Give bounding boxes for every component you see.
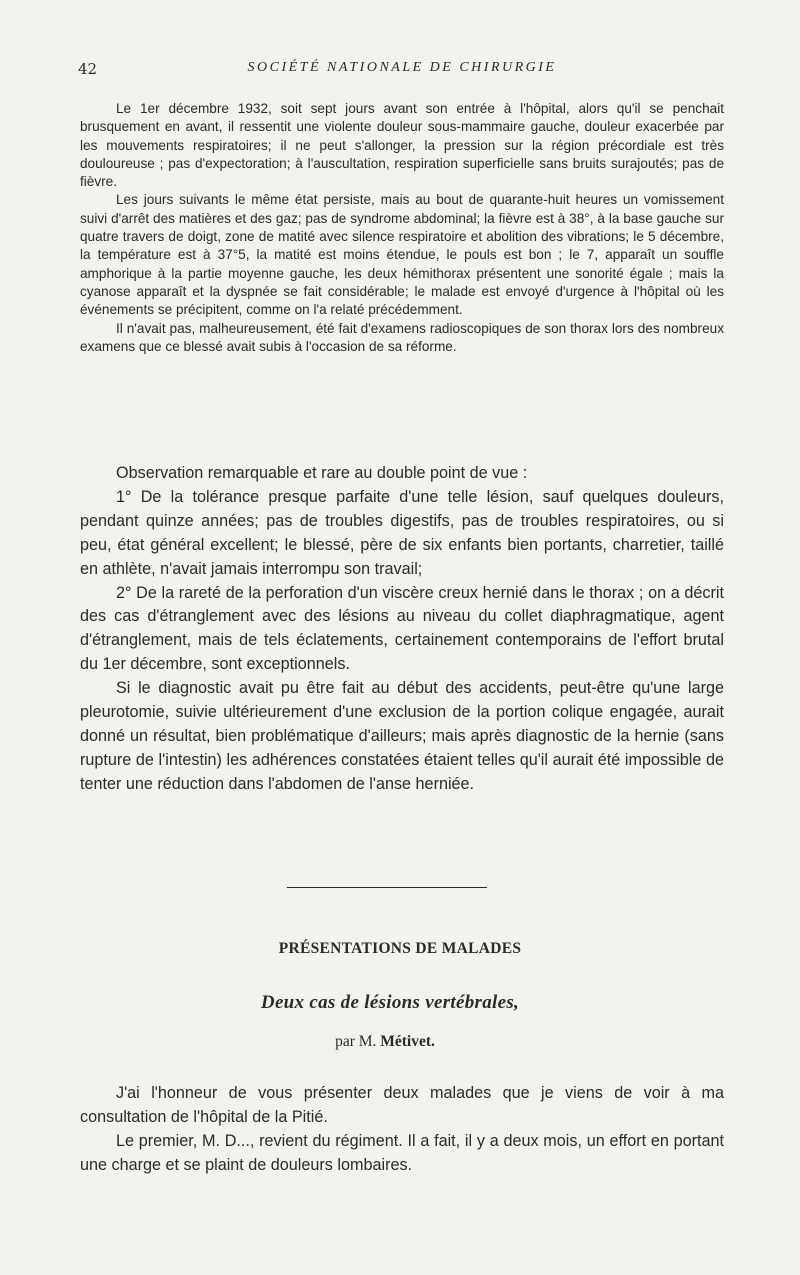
article-title: Deux cas de lésions vertébrales, <box>260 992 520 1013</box>
page-header <box>78 60 726 82</box>
page-number: 42 <box>78 60 98 78</box>
paragraph: Le 1er décembre 1932, soit sept jours avant son entrée à l'hôpital, alors qu'il se penchait brusquement en avant, il ressentit une violente douleur sous-mammaire gauche, douleur exacerbée par les mouvements respiratoires; il ne peut s'allonger, la pression sur la région précordiale est très douloureuse ; pas d'expectoration; à l'auscultation, respiration superficielle sans bruits surajoutés; pas de fièvre. <box>80 101 724 190</box>
byline-prefix: par M. <box>335 1033 377 1050</box>
observation-text <box>80 462 724 797</box>
running-head: SOCIÉTÉ NATIONALE DE CHIRURGIE <box>247 60 557 75</box>
paragraph: J'ai l'honneur de vous présenter deux malades que je viens de voir à ma consultation de l'hôpital de la Pitié. <box>80 1084 724 1126</box>
paragraph: Il n'avait pas, malheureusement, été fait d'examens radioscopiques de son thorax lors des nombreux examens que ce blessé avait subis à l'occasion de sa réforme. <box>80 320 724 354</box>
section-divider <box>287 887 487 888</box>
paragraph: Les jours suivants le même état persiste, mais au bout de quarante-huit heures un vomissement suivi d'arrêt des matières et des gaz; pas de syndrome abdominal; la fièvre est à 38°, à la base gauche sur quatre travers de doigt, zone de matité avec silence respiratoire et abolition des vibrations; le 5 décembre, la température est à 37°5, la matité est moins étendue, le pouls est bon ; le 7, apparaît un souffle amphorique à la partie moyenne gauche, les deux hémithorax présentent une sonorité égale ; mais la cyanose apparaît et la dyspnée se fait considérable; le malade est envoyé d'urgence à l'hôpital où les événements se précipitent, comme on l'a relaté précédemment. <box>80 192 724 318</box>
byline <box>0 1033 770 1051</box>
paragraph: 1° De la tolérance presque parfaite d'une telle lésion, sauf quelques douleurs, pendant quinze années; pas de troubles digestifs, pas de troubles respiratoires, ou si peu, état général excellent; le blessé, père de six enfants bien portants, charretier, taillé en athlète, n'avait jamais interrompu son travail; <box>80 487 724 578</box>
author-name: Métivet. <box>380 1033 435 1050</box>
section-title: PRÉSENTATIONS DE MALADES <box>278 940 522 957</box>
paragraph: Observation remarquable et rare au double point de vue : <box>116 464 528 482</box>
paragraph: 2° De la rareté de la perforation d'un viscère creux hernié dans le thorax ; on a décrit des cas d'étranglement avec des lésions au niveau du collet diaphragmatique, agent d'étranglement, mais de tels éclatements, certainement contemporains de l'effort brutal du 1er décembre, sont exceptionnels. <box>80 583 724 674</box>
paragraph: Le premier, M. D..., revient du régiment. Il a fait, il y a deux mois, un effort en portant une charge et se plaint de douleurs lombaires. <box>80 1131 724 1174</box>
paragraph: Si le diagnostic avait pu être fait au début des accidents, peut-être qu'une large pleurotomie, suivie ultérieurement d'une exclusion de la portion colique engagée, aurait donné un résultat, bien problématique d'ailleurs; mais après diagnostic de la hernie (sans rupture de l'intestin) les adhérences constatées étaient telles qu'il aurait été impossible de tenter une réduction dans l'abdomen de l'anse herniée. <box>80 679 724 793</box>
case-report-text <box>80 100 724 356</box>
article-body <box>80 1082 724 1178</box>
